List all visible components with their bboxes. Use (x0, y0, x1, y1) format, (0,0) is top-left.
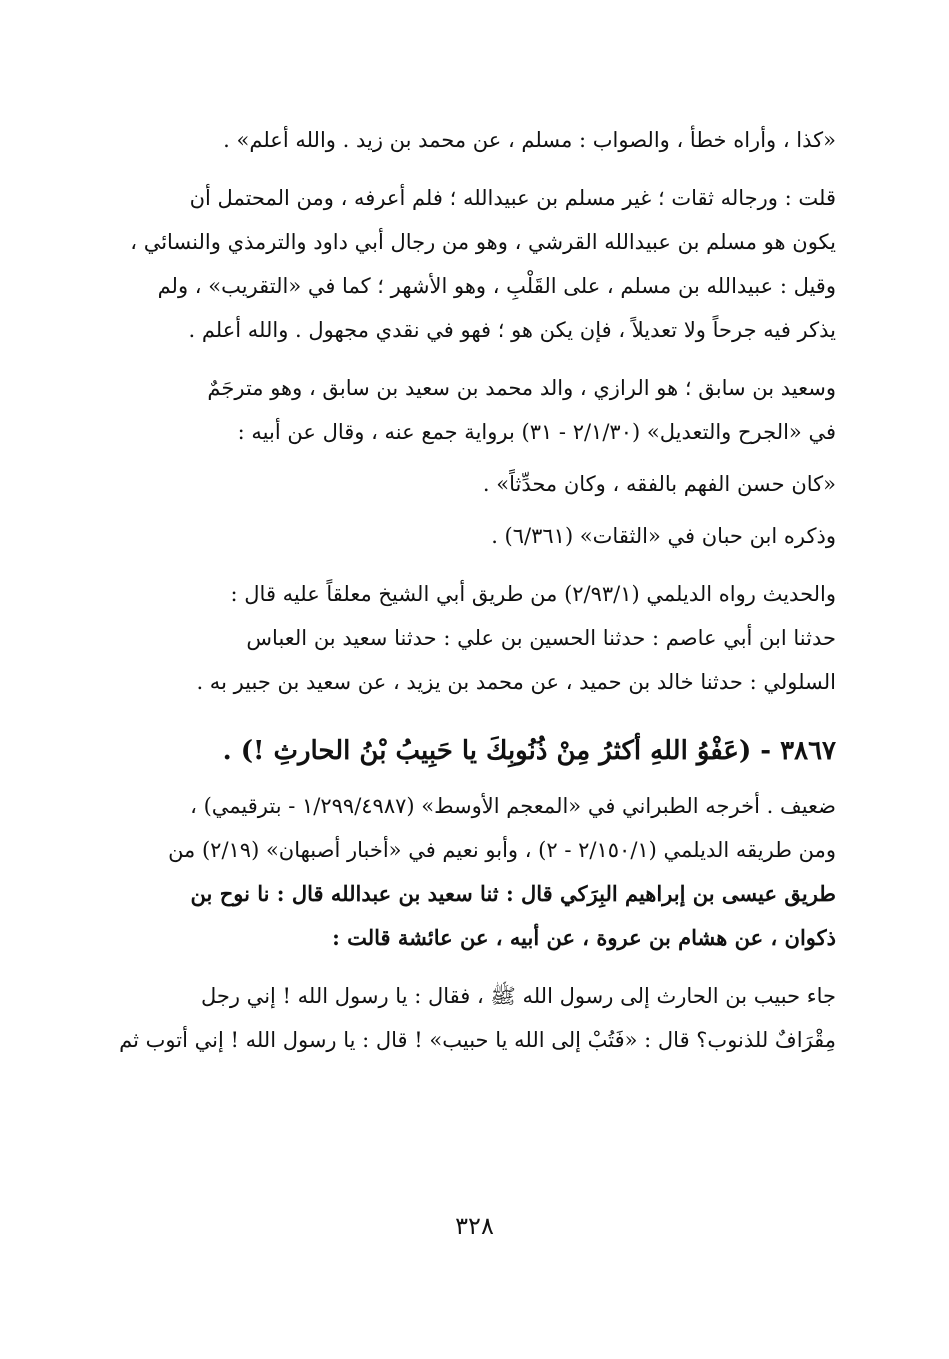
grading-paragraph (118, 784, 836, 960)
narrator-paragraph (118, 366, 836, 454)
hadith-text-paragraph (118, 974, 836, 1062)
text-line: حدثنا ابن أبي عاصم : حدثنا الحسين بن علي : حدثنا سعيد بن العباس (246, 626, 836, 650)
text-line: وقيل : عبيدالله بن مسلم ، على القَلْبِ ، وهو الأشهر ؛ كما في «التقريب» ، ولم (157, 274, 836, 298)
quote-paragraph (118, 462, 836, 506)
text-line: ضعيف . أخرجه الطبراني في «المعجم الأوسط» (١/٢٩٩/٤٩٨٧ - بترقيمي) ، (190, 794, 836, 818)
text-line: مِقْرَافٌ للذنوب؟ قال : «فَتُبْ إلى الله يا حبيب» ! قال : يا رسول الله ! إني أتوب ثم (119, 1028, 836, 1052)
commentary-paragraph (118, 176, 836, 352)
page-body (118, 118, 836, 1062)
text-line: ذكوان ، عن هشام بن عروة ، عن أبيه ، عن عائشة قالت : (332, 925, 836, 950)
hadith-heading: ٣٨٦٧ - (عَفْوُ اللهِ أكثرُ مِنْ ذُنُوبِكَ يا حَبِيبُ بْنُ الحارثِ !) . (222, 736, 836, 766)
page-number: ٣٢٨ (455, 1212, 494, 1240)
text-line: جاء حبيب بن الحارث إلى رسول الله ﷺ ، فقال : يا رسول الله ! إني رجل (200, 984, 836, 1008)
text-line: قلت : ورجاله ثقات ؛ غير مسلم بن عبيدالله ؛ فلم أعرفه ، ومن المحتمل أن (189, 186, 836, 210)
text-line: في «الجرح والتعديل» (٢/١/٣٠ - ٣١) برواية جمع عنه ، وقال عن أبيه : (237, 420, 836, 444)
text-line: يكون هو مسلم بن عبيدالله القرشي ، وهو من رجال أبي داود والترمذي والنسائي ، (130, 230, 836, 254)
reference-paragraph (118, 514, 836, 558)
text-line: وسعيد بن سابق ؛ هو الرازي ، والد محمد بن سعيد بن سابق ، وهو مترجَمٌ (207, 376, 836, 400)
text-line: «كذا ، وأراه خطأ ، والصواب : مسلم ، عن محمد بن زيد . والله أعلم» . (223, 128, 836, 152)
text-line: السلولي : حدثنا خالد بن حميد ، عن محمد بن يزيد ، عن سعيد بن جبير به . (196, 670, 836, 694)
quote-paragraph (118, 118, 836, 162)
text-line: ومن طريقه الديلمي (٢/١٥٠/١ - ٢) ، وأبو نعيم في «أخبار أصبهان» (٢/١٩) من (168, 838, 836, 862)
text-line: «كان حسن الفهم بالفقه ، وكان محدِّثاً» . (482, 472, 836, 496)
text-line: والحديث رواه الديلمي (٢/٩٣/١) من طريق أبي الشيخ معلقاً عليه قال : (230, 582, 836, 606)
text-line: طريق عيسى بن إبراهيم البِرَكي قال : ثنا سعيد بن عبدالله قال : نا نوح بن (190, 881, 836, 906)
text-line: يذكر فيه جرحاً ولا تعديلاً ، فإن يكن هو ؛ فهو في نقدي مجهول . والله أعلم . (188, 318, 836, 342)
chain-paragraph (118, 572, 836, 704)
text-line: وذكره ابن حبان في «الثقات» (٦/٣٦١) . (491, 524, 836, 548)
